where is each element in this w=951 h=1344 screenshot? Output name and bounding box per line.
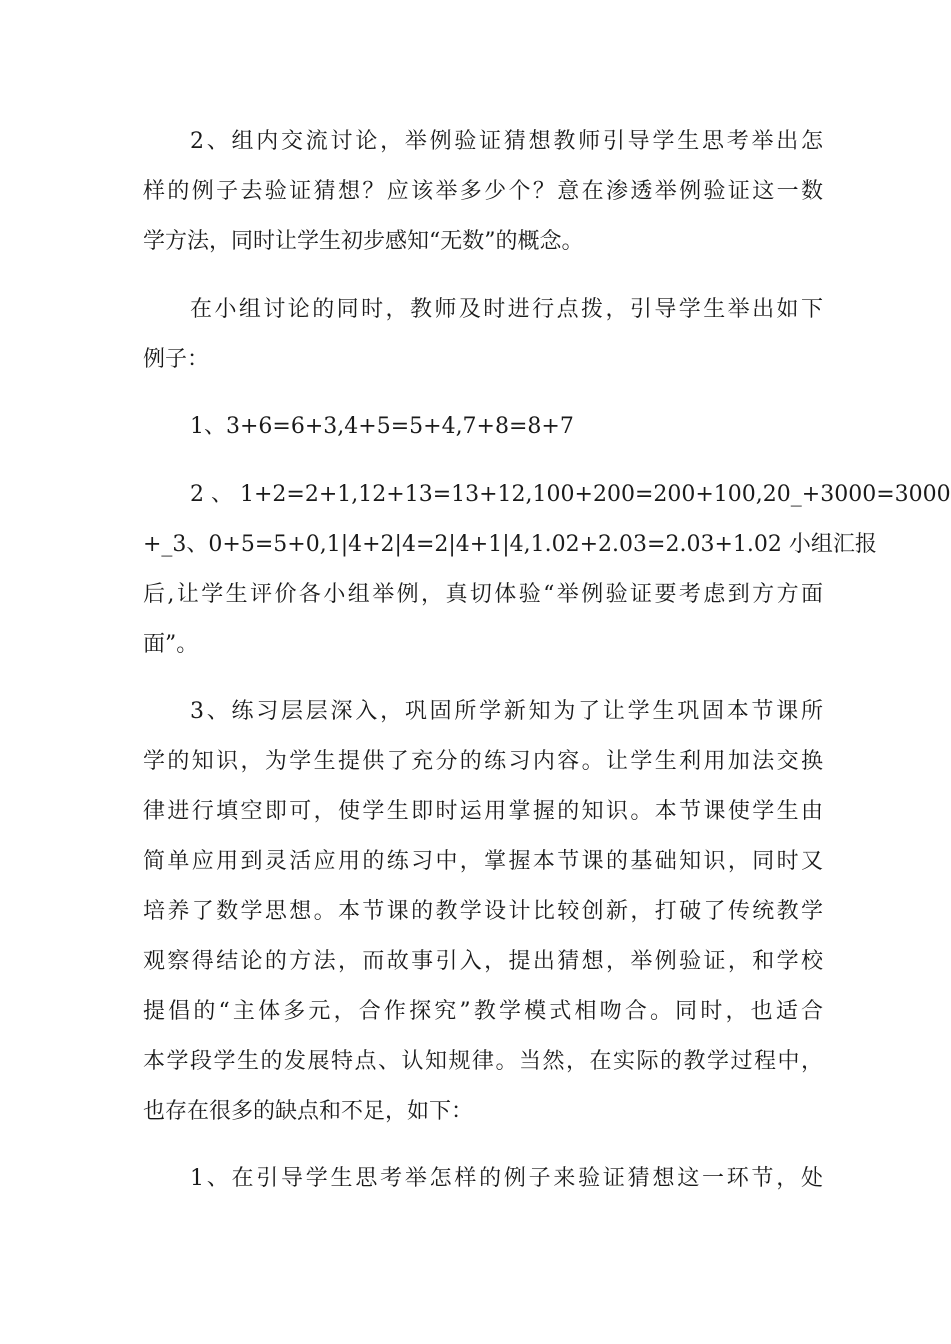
paragraph-5-line-1: 3、练习层层深入，巩固所学新知为了让学生巩固本节课所 (190, 699, 823, 724)
paragraph-4-line-1: 2 、 1+2=2+1,12+13=13+12,100+200=200+100,20_+3000=3000 (190, 482, 951, 507)
paragraph-4-line-2: +_3、0+5=5+0,1|4+2|4=2|4+1|4,1.02+2.03=2.03+1.02 小组汇报 (143, 532, 877, 557)
paragraph-3-line-1: 1、3+6=6+3,4+5=5+4,7+8=8+7 (190, 414, 574, 439)
paragraph-2-line-2: 例子： (143, 347, 210, 372)
paragraph-4-line-3: 后,让学生评价各小组举例，真切体验“举例验证要考虑到方方面 (143, 582, 823, 607)
paragraph-5-line-2: 学的知识，为学生提供了充分的练习内容。让学生利用加法交换 (143, 749, 823, 774)
paragraph-1-line-1: 2、组内交流讨论，举例验证猜想教师引导学生思考举出怎 (190, 129, 823, 154)
paragraph-5-line-7: 提倡的“主体多元，合作探究”教学模式相吻合。同时，也适合 (143, 999, 823, 1024)
paragraph-4-line-4: 面”。 (143, 632, 199, 657)
paragraph-5-line-4: 简单应用到灵活应用的练习中，掌握本节课的基础知识，同时又 (143, 849, 823, 874)
paragraph-5-line-9: 也存在很多的缺点和不足，如下： (143, 1099, 474, 1124)
paragraph-1-line-3: 学方法，同时让学生初步感知“无数”的概念。 (143, 229, 584, 254)
paragraph-5-line-5: 培养了数学思想。本节课的教学设计比较创新，打破了传统教学 (143, 899, 823, 924)
paragraph-2-line-1: 在小组讨论的同时，教师及时进行点拨，引导学生举出如下 (190, 297, 823, 322)
paragraph-6-line-1: 1、在引导学生思考举怎样的例子来验证猜想这一环节，处 (190, 1166, 823, 1191)
paragraph-5-line-6: 观察得结论的方法，而故事引入，提出猜想，举例验证，和学校 (143, 949, 823, 974)
paragraph-1-line-2: 样的例子去验证猜想？应该举多少个？意在渗透举例验证这一数 (143, 179, 823, 204)
paragraph-5-line-3: 律进行填空即可，使学生即时运用掌握的知识。本节课使学生由 (143, 799, 823, 824)
paragraph-5-line-8: 本学段学生的发展特点、认知规律。当然，在实际的教学过程中， (143, 1049, 823, 1074)
